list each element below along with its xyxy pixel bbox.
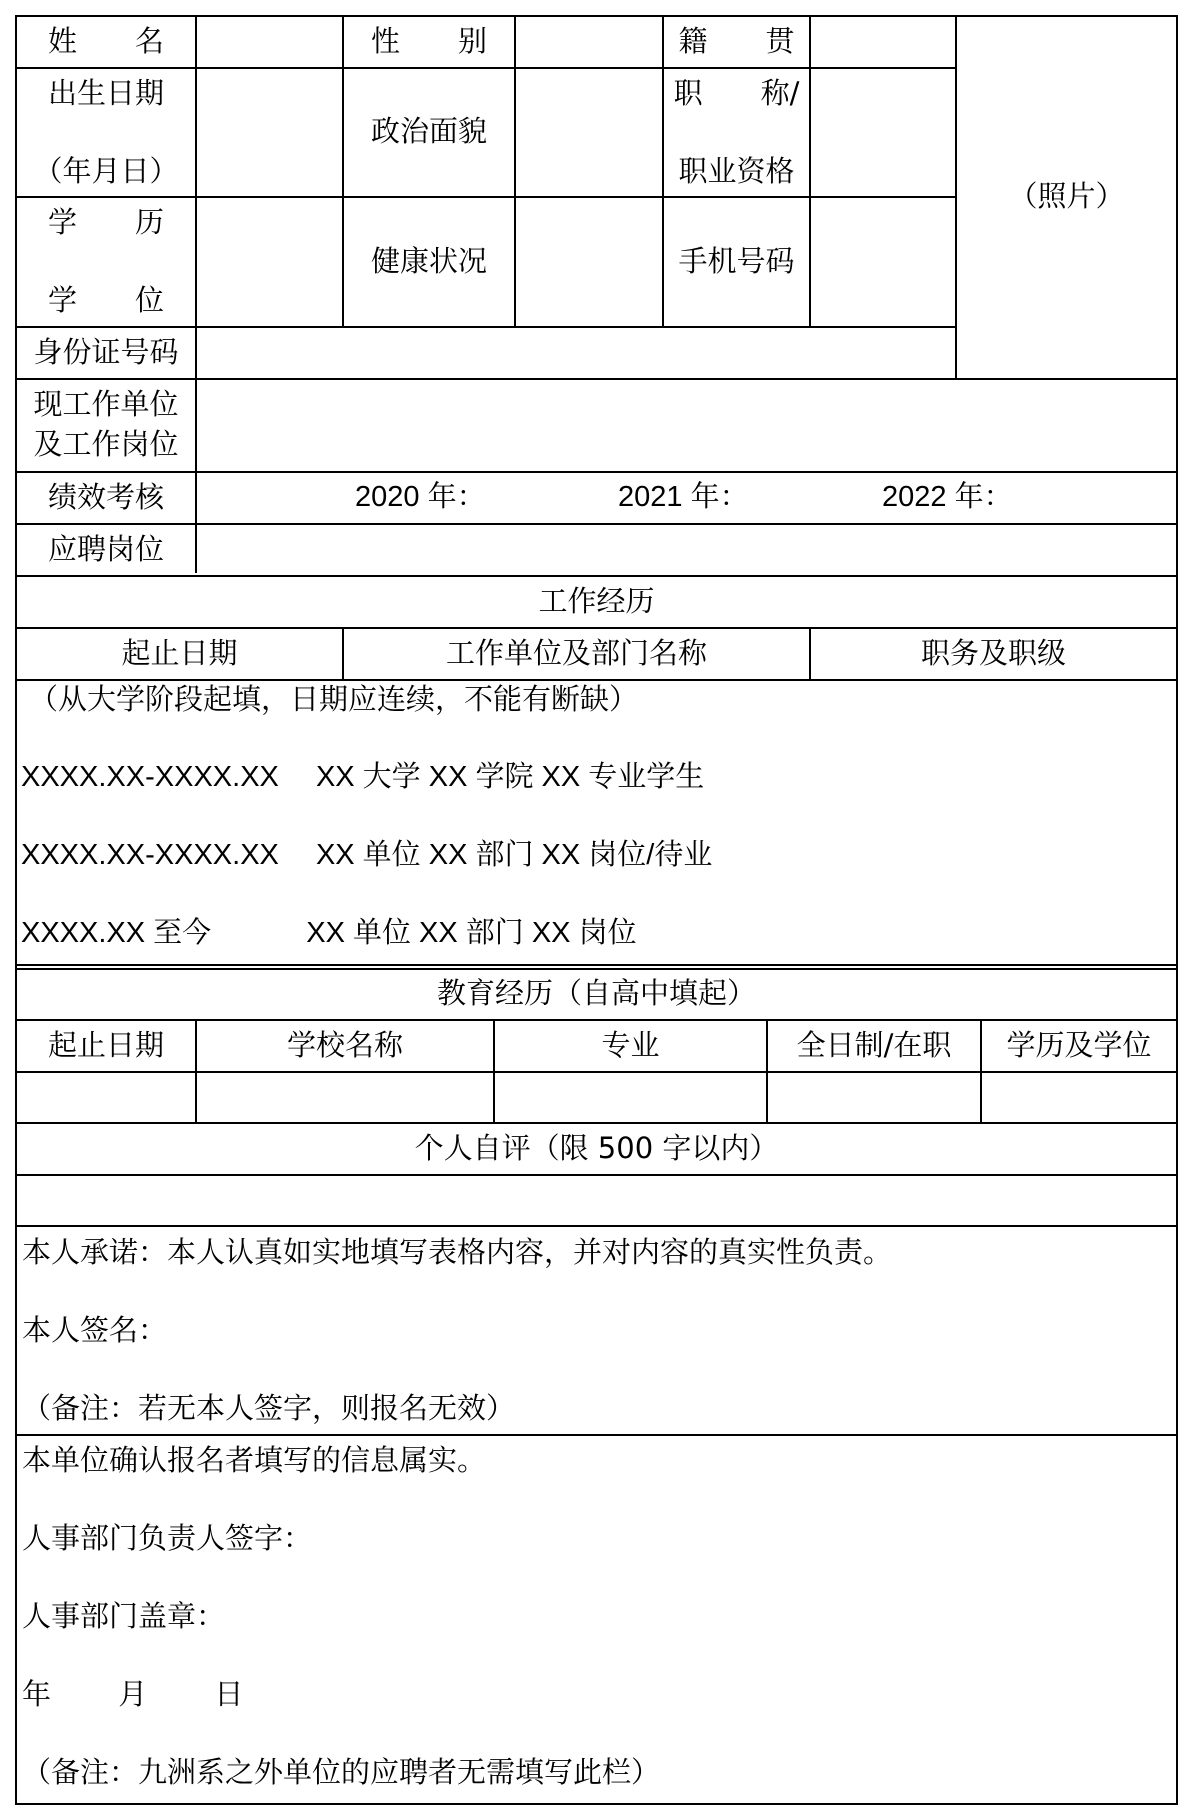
work-history-field[interactable]: [17, 681, 1176, 964]
political-status-label: 政治面貌: [370, 114, 487, 148]
work-unit-label: 现工作单位: [33, 387, 179, 421]
work-position-label: 及工作岗位: [33, 427, 179, 461]
apply-position-label: 应聘岗位: [47, 532, 164, 566]
self-evaluation-field[interactable]: [17, 1176, 1176, 1225]
work-unit-field[interactable]: [197, 380, 1176, 471]
grid-line: [15, 575, 1178, 577]
political-status-field[interactable]: [516, 69, 662, 196]
edu-school-field[interactable]: [197, 1073, 493, 1122]
phone-field[interactable]: [811, 198, 955, 326]
edu-header-major: 专业: [601, 1028, 660, 1062]
professional-title-field[interactable]: [811, 69, 955, 196]
edu-header-type: 全日制/在职: [796, 1028, 952, 1062]
qualification-label: 职业资格: [678, 154, 795, 188]
grid-line: [15, 1122, 1178, 1124]
birth-date-label: 出生日期: [47, 76, 164, 110]
name-label: 姓 名: [47, 24, 164, 58]
work-header-unit: 工作单位及部门名称: [445, 636, 707, 670]
gender-field[interactable]: [516, 17, 662, 67]
self-evaluation-title: 个人自评（限 500 字以内）: [414, 1131, 779, 1165]
promise-note: （备注：若无本人签字，则报名无效）: [22, 1391, 516, 1425]
grid-line: [15, 968, 1178, 970]
unit-confirm-text: 本单位确认报名者填写的信息属实。: [22, 1443, 487, 1477]
grid-line: [15, 964, 1178, 966]
work-header-dates: 起止日期: [121, 636, 238, 670]
phone-label: 手机号码: [678, 244, 795, 278]
education-level-label: 学 历: [47, 205, 164, 239]
grid-line: [342, 15, 344, 328]
edu-degree-field[interactable]: [982, 1073, 1176, 1122]
work-history-row: XXXX.XX-XXXX.XX XX 大学 XX 学院 XX 专业学生: [21, 761, 705, 793]
promise-text: 本人承诺：本人认真如实地填写表格内容，并对内容的真实性负责。: [22, 1235, 893, 1269]
work-history-note: （从大学阶段起填，日期应连续，不能有断缺）: [29, 682, 639, 716]
performance-2022[interactable]: 2022 年：: [882, 481, 1013, 513]
grid-line: [15, 1019, 1178, 1021]
education-field[interactable]: [197, 198, 342, 326]
performance-2021[interactable]: 2021 年：: [618, 481, 749, 513]
education-title: 教育经历（自高中填起）: [436, 976, 756, 1010]
edu-header-school: 学校名称: [286, 1028, 403, 1062]
edu-major-field[interactable]: [495, 1073, 766, 1122]
work-history-row: XXXX.XX 至今 XX 单位 XX 部门 XX 岗位: [21, 917, 637, 949]
id-number-field[interactable]: [197, 328, 955, 378]
id-number-label: 身份证号码: [33, 335, 179, 369]
edu-header-degree: 学历及学位: [1006, 1028, 1152, 1062]
grid-line: [15, 471, 1178, 473]
degree-label: 学 位: [47, 283, 164, 317]
performance-label: 绩效考核: [47, 480, 164, 514]
gender-label: 性 别: [370, 24, 487, 58]
signature-label: 本人签名：: [22, 1313, 168, 1347]
grid-line: [15, 1434, 1178, 1436]
grid-line: [15, 627, 1178, 629]
edu-type-field[interactable]: [768, 1073, 980, 1122]
birth-date-sublabel: （年月日）: [33, 154, 179, 188]
health-status-label: 健康状况: [370, 244, 487, 278]
edu-dates-field[interactable]: [17, 1073, 195, 1122]
hr-signature-label: 人事部门负责人签字：: [22, 1521, 313, 1555]
work-header-position: 职务及职级: [920, 636, 1066, 670]
hr-stamp-label: 人事部门盖章：: [22, 1599, 226, 1633]
birth-date-field[interactable]: [197, 69, 342, 196]
work-history-row: XXXX.XX-XXXX.XX XX 单位 XX 部门 XX 岗位/待业: [21, 839, 713, 871]
name-field[interactable]: [197, 17, 342, 67]
grid-line: [15, 1225, 1178, 1227]
edu-header-dates: 起止日期: [47, 1028, 164, 1062]
native-place-label: 籍 贯: [678, 24, 795, 58]
apply-position-field[interactable]: [197, 525, 1176, 575]
grid-line: [15, 1803, 1178, 1805]
work-history-title: 工作经历: [538, 584, 655, 618]
grid-line: [1176, 15, 1178, 1805]
native-place-field[interactable]: [811, 17, 955, 67]
unit-note: （备注：九洲系之外单位的应聘者无需填写此栏）: [22, 1755, 661, 1789]
performance-2020[interactable]: 2020 年：: [355, 481, 486, 513]
professional-title-label: 职 称/: [673, 76, 800, 110]
health-status-field[interactable]: [516, 198, 662, 326]
signature-field[interactable]: [140, 1304, 640, 1354]
photo-placeholder[interactable]: （照片）: [1008, 179, 1125, 213]
date-label: 年 月 日: [22, 1677, 244, 1711]
